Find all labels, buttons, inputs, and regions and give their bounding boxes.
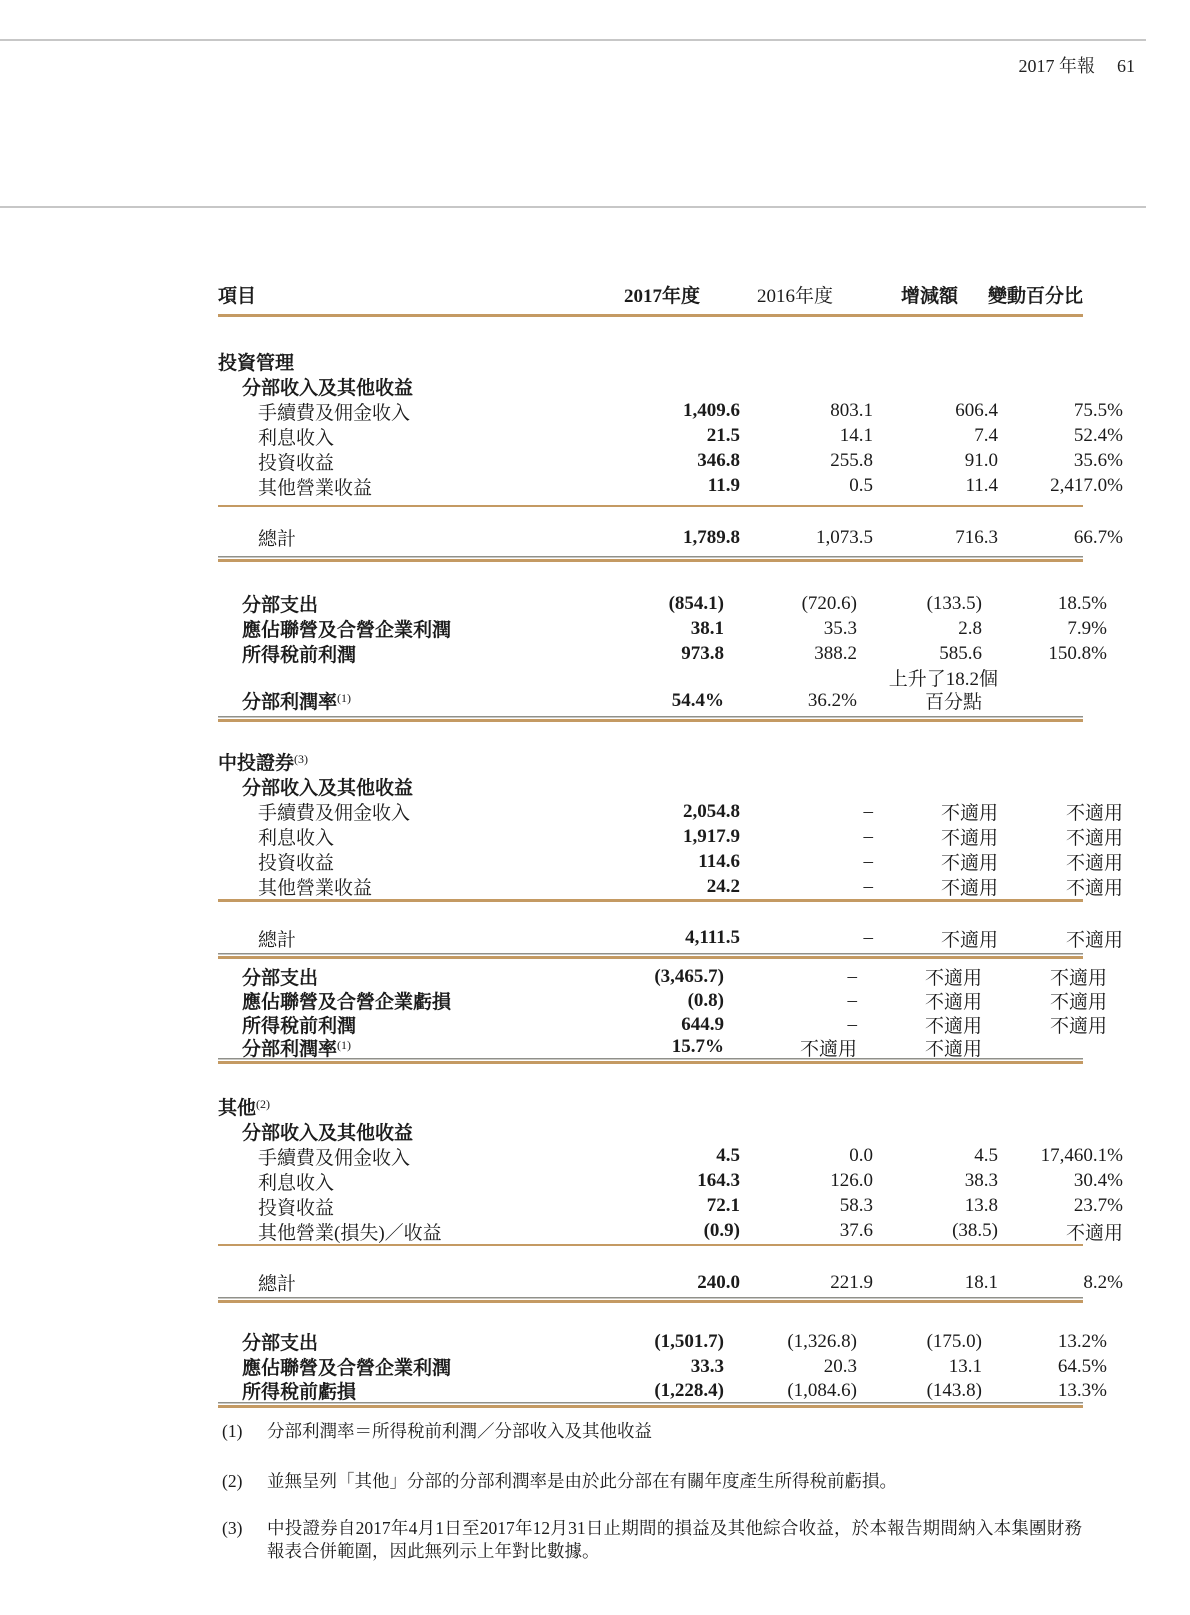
value-pct: 8.2% — [1083, 1271, 1123, 1293]
section-title-row — [218, 749, 1083, 774]
value-change: (38.5) — [952, 1220, 998, 1241]
spacer — [218, 317, 1083, 349]
value-2017: 54.4% — [671, 689, 724, 711]
table-row — [218, 1329, 1107, 1354]
value-pct: 不適用 — [1065, 929, 1123, 951]
value-change: (133.5) — [926, 592, 982, 614]
row-label: 中投證券$^{(3)}$ — [218, 752, 309, 774]
value-pct: 35.6% — [1073, 450, 1123, 471]
row-label: 手續費及佣金收入 — [258, 803, 411, 824]
value-2017: 4,111.5 — [685, 927, 740, 948]
table-row — [218, 1144, 1123, 1169]
subsection-title-row — [218, 774, 1083, 799]
page-header — [1019, 52, 1136, 78]
footnote — [222, 1517, 1082, 1563]
col-header-2017: 2017年度 — [623, 286, 700, 307]
value-change: 13.8 — [964, 1195, 998, 1216]
value-2016: – — [863, 825, 873, 847]
value-2017: 38.1 — [690, 617, 724, 639]
value-change: 不適用 — [940, 929, 998, 951]
footnote-text: 分部利潤率＝所得稅前利潤／分部收入及其他收益 — [267, 1421, 652, 1441]
value-pct: 2,417.0% — [1050, 475, 1123, 496]
value-change: 606.4 — [955, 400, 998, 421]
value-pct: 17,460.1% — [1040, 1145, 1123, 1166]
section-title-row — [218, 349, 1083, 374]
footnote — [222, 1470, 1082, 1493]
footnote-number: (2) — [222, 1471, 243, 1491]
value-change: 不適用 — [924, 1016, 982, 1037]
value-2017: 644.9 — [681, 1013, 724, 1035]
value-2017: (1,501.7) — [654, 1330, 724, 1352]
value-2016: 388.2 — [814, 642, 857, 664]
table-row — [218, 1169, 1123, 1194]
table-header-row — [218, 270, 1083, 314]
footnote-ref: (1) — [337, 691, 352, 705]
value-2016: 0.5 — [849, 475, 873, 496]
row-label: 應佔聯營及合營企業利潤 — [242, 620, 452, 641]
footnote-number: (3) — [222, 1518, 243, 1538]
value-2016: (1,084.6) — [787, 1379, 857, 1401]
value-pct: 150.8% — [1048, 642, 1107, 664]
value-pct: 不適用 — [1049, 992, 1107, 1013]
value-change: 上升了18.2個 — [888, 669, 998, 690]
spacer — [218, 1064, 1083, 1094]
row-label: 分部支出 — [242, 595, 319, 616]
row-label: 投資收益 — [258, 853, 335, 874]
value-pct: 64.5% — [1057, 1355, 1107, 1377]
value-change: 不適用 — [940, 828, 998, 849]
value-pct: 不適用 — [1065, 878, 1123, 899]
value-pct: 不適用 — [1065, 1222, 1123, 1244]
value-2017: 1,409.6 — [683, 400, 740, 421]
value-change: (143.8) — [926, 1379, 982, 1401]
row-label: 分部收入及其他收益 — [242, 377, 414, 399]
row-label: 利息收入 — [258, 1172, 335, 1194]
row-label: 分部利潤率$^{(1)}$ — [242, 691, 352, 713]
table-row — [218, 399, 1123, 424]
value-2017: (3,465.7) — [654, 965, 724, 987]
value-pct: 不適用 — [1065, 803, 1123, 824]
page-top-rule — [0, 39, 1146, 41]
value-2016: 1,073.5 — [816, 526, 873, 548]
value-2017: 2,054.8 — [683, 800, 740, 822]
value-pct: 23.7% — [1073, 1195, 1123, 1216]
value-pct: 不適用 — [1065, 853, 1123, 874]
value-2017: (1,228.4) — [654, 1379, 724, 1401]
value-2016: 14.1 — [839, 425, 873, 446]
spacer — [218, 1303, 1083, 1329]
value-2017: 4.5 — [716, 1145, 740, 1166]
value-change: 11.4 — [965, 475, 998, 496]
row-label: 利息收入 — [258, 828, 335, 849]
row-label: 總計 — [258, 929, 297, 951]
table-row — [218, 1037, 1083, 1058]
value-change: 百分點 — [924, 692, 982, 713]
col-header-item: 項目 — [218, 286, 257, 307]
value-2016: – — [847, 965, 857, 987]
spacer — [218, 902, 1083, 926]
value-pct: 52.4% — [1073, 425, 1123, 446]
table-row — [218, 1379, 1107, 1403]
footnote-ref: (3) — [294, 752, 309, 766]
table-row — [218, 689, 1083, 712]
table-row — [218, 989, 1107, 1013]
value-2017: (854.1) — [668, 592, 724, 614]
value-change: (175.0) — [926, 1330, 982, 1352]
value-2017: (0.9) — [703, 1220, 740, 1241]
footnote-text: 並無呈列「其他」分部的分部利潤率是由於此分部在有關年度產生所得稅前虧損。 — [267, 1471, 897, 1491]
row-label: 手續費及佣金收入 — [258, 402, 411, 424]
value-2016: 58.3 — [839, 1195, 873, 1216]
table-row — [218, 1354, 1107, 1379]
row-label: 投資管理 — [218, 352, 295, 374]
spacer — [218, 562, 1083, 591]
value-2017: 346.8 — [697, 450, 740, 471]
table-row — [218, 799, 1123, 824]
value-2016: 221.9 — [830, 1271, 873, 1293]
value-2016: 不適用 — [799, 1038, 857, 1060]
value-2016: 803.1 — [830, 400, 873, 421]
value-change: 不適用 — [924, 968, 982, 989]
page-number: 61 — [1117, 56, 1135, 76]
footnote-ref: (1) — [337, 1037, 352, 1052]
row-label: 其他營業收益 — [258, 477, 373, 499]
value-change: 716.3 — [955, 526, 998, 548]
table-row — [218, 965, 1107, 989]
row-label: 總計 — [258, 529, 297, 550]
row-label: 總計 — [258, 1274, 297, 1295]
value-2016: – — [863, 927, 873, 948]
value-2016: – — [863, 850, 873, 872]
row-label: 分部支出 — [242, 1333, 319, 1354]
col-header-2016: 2016年度 — [756, 286, 833, 307]
col-header-change: 增減額 — [900, 286, 958, 307]
table-row — [218, 474, 1123, 499]
row-label: 投資收益 — [258, 452, 335, 474]
table-row — [218, 641, 1107, 666]
table-row — [218, 1270, 1123, 1295]
spacer — [218, 722, 1083, 749]
value-change: 13.1 — [948, 1355, 982, 1377]
table-row — [218, 1219, 1123, 1244]
row-label: 應佔聯營及合營企業虧損 — [242, 992, 452, 1013]
value-pct: 不適用 — [1065, 828, 1123, 849]
value-2017: (0.8) — [687, 989, 724, 1011]
value-2017: 21.5 — [706, 425, 740, 446]
value-change: 585.6 — [939, 642, 982, 664]
value-pct: 13.3% — [1057, 1379, 1107, 1401]
value-pct: 66.7% — [1073, 526, 1123, 548]
value-2016: 0.0 — [849, 1145, 873, 1166]
table-row — [218, 424, 1123, 449]
value-2017: 240.0 — [697, 1271, 740, 1293]
row-label: 手續費及佣金收入 — [258, 1147, 411, 1169]
value-2016: – — [863, 875, 873, 897]
row-label: 投資收益 — [258, 1197, 335, 1219]
table-row — [218, 849, 1123, 874]
table-row — [218, 1194, 1123, 1219]
value-2016: 255.8 — [830, 450, 873, 471]
row-label: 分部支出 — [242, 968, 319, 989]
value-pct: 13.2% — [1057, 1330, 1107, 1352]
value-2016: (1,326.8) — [787, 1330, 857, 1352]
row-label: 所得稅前利潤 — [242, 1016, 357, 1037]
table-row — [218, 824, 1123, 849]
value-2017: 164.3 — [697, 1170, 740, 1191]
value-2017: 33.3 — [690, 1355, 724, 1377]
value-2016: 126.0 — [830, 1170, 873, 1191]
spacer — [218, 1246, 1083, 1270]
value-change: 不適用 — [940, 878, 998, 899]
row-label: 其他營業(損失)／收益 — [258, 1222, 442, 1244]
header-divider-rule — [0, 206, 1146, 208]
value-change: 91.0 — [964, 450, 998, 471]
table-row — [218, 525, 1123, 550]
value-2016: 36.2% — [807, 689, 857, 711]
col-header-pct: 變動百分比 — [987, 286, 1083, 307]
table-row — [218, 926, 1123, 951]
row-label: 應佔聯營及合營企業利潤 — [242, 1358, 452, 1379]
row-label: 分部利潤率$^{(1)}$ — [242, 1037, 352, 1060]
table-row — [218, 874, 1123, 899]
spacer — [218, 507, 1083, 525]
value-2017: 1,917.9 — [683, 825, 740, 847]
row-label: 其他營業收益 — [258, 878, 373, 899]
value-change: 不適用 — [940, 853, 998, 874]
table-row — [218, 449, 1123, 474]
value-change: 不適用 — [940, 803, 998, 824]
value-2017: 1,789.8 — [683, 526, 740, 548]
value-2016: – — [847, 1013, 857, 1035]
value-change: 7.4 — [974, 425, 998, 446]
value-pct: 不適用 — [1049, 1016, 1107, 1037]
value-2017: 973.8 — [681, 642, 724, 664]
footnote-text: 中投證券自2017年4月1日至2017年12月31日止期間的損益及其他綜合收益，於本報告期間納入本集團財務報表合併範圍，因此無列示上年對比數據。 — [267, 1518, 1082, 1561]
value-pct: 30.4% — [1073, 1170, 1123, 1191]
row-label: 分部收入及其他收益 — [242, 1122, 414, 1144]
subsection-title-row — [218, 374, 1083, 399]
value-change: 不適用 — [924, 992, 982, 1013]
segment-results-table — [218, 270, 1123, 1408]
table-row — [218, 591, 1107, 616]
value-2016: (720.6) — [801, 592, 857, 614]
row-label: 分部收入及其他收益 — [242, 778, 414, 799]
footnote-number: (1) — [222, 1421, 243, 1441]
table-row — [218, 666, 1083, 689]
report-title: 2017 年報 — [1018, 56, 1095, 76]
section-title-row — [218, 1094, 1083, 1119]
row-label: 所得稅前虧損 — [242, 1382, 357, 1403]
value-2017: 15.7% — [671, 1036, 724, 1057]
row-label: 利息收入 — [258, 427, 335, 449]
value-2017: 11.9 — [707, 475, 740, 496]
value-change: 38.3 — [964, 1170, 998, 1191]
value-change: 不適用 — [924, 1038, 982, 1060]
value-change: 18.1 — [964, 1271, 998, 1293]
value-pct: 7.9% — [1067, 617, 1107, 639]
value-2016: 20.3 — [823, 1355, 857, 1377]
value-change: 2.8 — [958, 617, 982, 639]
row-label: 其他$^{(2)}$ — [218, 1096, 271, 1119]
value-2016: – — [863, 800, 873, 822]
footnote — [222, 1420, 1082, 1443]
value-change: 4.5 — [974, 1145, 998, 1166]
value-pct: 18.5% — [1057, 592, 1107, 614]
value-2016: 35.3 — [823, 617, 857, 639]
footnote-ref: (2) — [256, 1096, 271, 1111]
value-2016: – — [847, 989, 857, 1011]
value-2017: 114.6 — [698, 850, 740, 872]
value-pct: 不適用 — [1049, 968, 1107, 989]
subsection-title-row — [218, 1119, 1083, 1144]
row-label: 所得稅前利潤 — [242, 645, 357, 666]
value-2016: 37.6 — [839, 1220, 873, 1241]
value-2017: 72.1 — [706, 1195, 740, 1216]
value-2017: 24.2 — [706, 875, 740, 897]
value-pct: 75.5% — [1073, 400, 1123, 421]
table-row — [218, 616, 1107, 641]
